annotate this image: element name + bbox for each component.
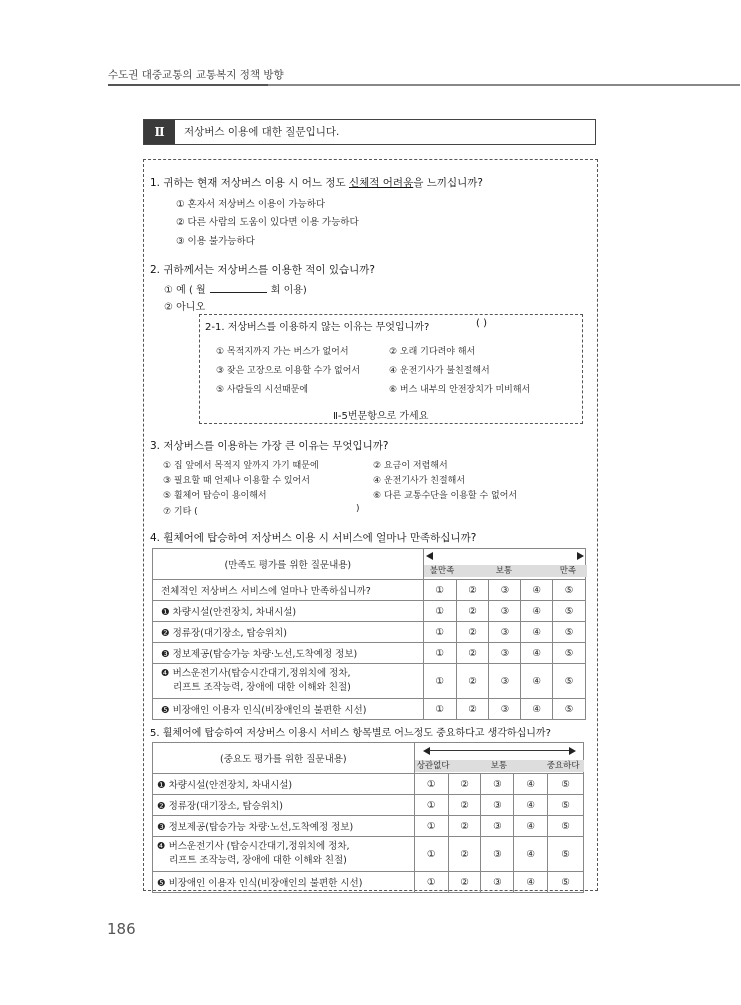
satisfaction-item xyxy=(153,601,424,622)
scale-label-high: 중요하다 xyxy=(546,761,580,771)
rating-option[interactable]: ④ xyxy=(521,664,553,699)
q2-1-option[interactable]: ⑥ 버스 내부의 안전장치가 미비해서 xyxy=(389,385,531,395)
scale-arrow-line xyxy=(429,750,569,751)
rating-option[interactable]: ④ xyxy=(521,643,553,664)
importance-item xyxy=(153,872,415,893)
satisfaction-item xyxy=(153,622,424,643)
scale-label-high: 만족 xyxy=(559,566,577,576)
satisfaction-item xyxy=(153,664,424,699)
importance-table xyxy=(152,742,584,893)
question-2-1-answer-blank[interactable]: ( ) xyxy=(476,318,487,329)
rating-option[interactable]: ② xyxy=(456,643,489,664)
scale-labels xyxy=(424,565,587,577)
rating-option[interactable]: ④ xyxy=(514,774,548,795)
rating-option[interactable]: ④ xyxy=(521,699,553,720)
rating-option[interactable]: ⑤ xyxy=(553,580,586,601)
rating-option[interactable]: ④ xyxy=(521,622,553,643)
item-label: 정류장(대기장소, 탑승위치) xyxy=(168,801,283,812)
section-title: 저상버스 이용에 대한 질문입니다. xyxy=(184,126,340,138)
item-label: 버스운전기사 (탑승시간대기,정위치에 정차, xyxy=(168,841,350,852)
q3-option[interactable]: ④ 운전기사가 친절해서 xyxy=(373,476,466,486)
skip-instruction: Ⅱ-5번문항으로 가세요 xyxy=(333,411,429,422)
q1-option[interactable]: ② 다른 사람의 도움이 있다면 이용 가능하다 xyxy=(176,217,359,228)
rating-option[interactable]: ① xyxy=(423,699,456,720)
satisfaction-table xyxy=(152,548,586,720)
rating-option[interactable]: ⑤ xyxy=(553,699,586,720)
rating-option[interactable]: ④ xyxy=(514,795,548,816)
rating-option[interactable]: ④ xyxy=(521,601,553,622)
rating-option[interactable]: ⑤ xyxy=(548,837,584,872)
rating-option[interactable]: ③ xyxy=(489,699,521,720)
item-label: 버스운전기사(탑승시간대기,정위치에 정차, xyxy=(172,668,351,679)
item-number: ❸ xyxy=(157,822,166,833)
q2-1-option[interactable]: ⑤ 사람들의 시선때문에 xyxy=(216,385,309,395)
rating-option[interactable]: ③ xyxy=(481,816,514,837)
satisfaction-header: (만족도 평가를 위한 질문내용) xyxy=(153,549,424,580)
rating-option[interactable]: ② xyxy=(456,580,489,601)
question-4: 4. 휠체어에 탑승하여 저상버스 이용 시 서비스에 얼마나 만족하십니까? xyxy=(150,532,477,544)
rating-option[interactable]: ① xyxy=(423,622,456,643)
question-1-prefix: 1. 귀하는 현재 저상버스 이용 시 어느 정도 xyxy=(150,177,350,189)
rating-option[interactable]: ⑤ xyxy=(553,622,586,643)
q2-option-no[interactable]: ② 아니오 xyxy=(164,302,206,313)
item-number: ❺ xyxy=(157,878,166,889)
importance-item xyxy=(153,795,415,816)
rating-option[interactable]: ④ xyxy=(521,580,553,601)
scale-label-low: 불만족 xyxy=(429,566,455,576)
scale-label-low: 상관없다 xyxy=(416,761,450,771)
question-1-emphasis: 신체적 어려움 xyxy=(349,177,414,189)
rating-option[interactable]: ① xyxy=(423,580,456,601)
rating-option[interactable]: ③ xyxy=(489,601,521,622)
q2-option-yes-suffix: 회 이용) xyxy=(270,285,307,296)
rating-option[interactable]: ② xyxy=(456,699,489,720)
rating-option[interactable]: ⑤ xyxy=(548,774,584,795)
rating-option[interactable]: ① xyxy=(423,664,456,699)
question-5: 5. 휠체어에 탑승하여 저상버스 이용시 서비스 항목별로 어느정도 중요하다고 생각하십니까? xyxy=(150,728,551,739)
q3-option[interactable]: ⑥ 다른 교통수단을 이용할 수 없어서 xyxy=(373,491,518,501)
importance-item xyxy=(153,774,415,795)
importance-scale xyxy=(414,743,583,774)
running-head: 수도권 대중교통의 교통복지 정책 방향 xyxy=(108,69,284,81)
section-badge: Ⅱ xyxy=(144,120,175,144)
section-header xyxy=(143,119,596,145)
item-number: ❷ xyxy=(161,628,170,639)
importance-item xyxy=(153,816,415,837)
item-label: 비장애인 이용자 인식(비장애인의 불편한 시선) xyxy=(168,878,363,889)
q3-option[interactable]: ① 집 앞에서 목적지 앞까지 가기 때문에 xyxy=(163,461,319,471)
rating-option[interactable]: ① xyxy=(414,795,448,816)
page-number: 186 xyxy=(107,920,136,938)
rating-option[interactable]: ③ xyxy=(489,664,521,699)
rating-option[interactable]: ③ xyxy=(481,872,514,893)
q1-option[interactable]: ③ 이용 불가능하다 xyxy=(176,236,255,247)
q2-1-option[interactable]: ② 오래 기다려야 해서 xyxy=(389,347,476,357)
monthly-count-field[interactable] xyxy=(210,282,267,293)
header-rule-accent xyxy=(108,84,268,86)
rating-option[interactable]: ③ xyxy=(481,837,514,872)
rating-option[interactable]: ② xyxy=(448,872,481,893)
rating-option[interactable]: ③ xyxy=(489,622,521,643)
item-number: ❹ xyxy=(157,841,166,852)
q3-option[interactable]: ② 요금이 저렴해서 xyxy=(373,461,448,471)
rating-option[interactable]: ① xyxy=(414,774,448,795)
q3-option-other-close: ) xyxy=(356,504,360,514)
rating-option[interactable]: ⑤ xyxy=(553,664,586,699)
q3-option[interactable]: ③ 필요할 때 언제나 이용할 수 있어서 xyxy=(163,476,310,486)
rating-option[interactable]: ④ xyxy=(514,816,548,837)
item-label: 차량시설(안전장치, 차내시설) xyxy=(168,780,293,791)
rating-option[interactable]: ⑤ xyxy=(553,601,586,622)
rating-option[interactable]: ③ xyxy=(489,580,521,601)
satisfaction-item xyxy=(153,643,424,664)
item-number: ❸ xyxy=(161,649,170,660)
rating-option[interactable]: ② xyxy=(448,837,481,872)
q2-1-option[interactable]: ① 목적지까지 가는 버스가 없어서 xyxy=(216,347,349,357)
q3-option[interactable]: ⑦ 기타 ( xyxy=(163,507,198,517)
item-label: 차량시설(안전장치, 차내시설) xyxy=(172,607,297,618)
satisfaction-scale xyxy=(423,549,585,580)
scale-label-mid: 보통 xyxy=(490,761,508,771)
item-label: 정보제공(탑승가능 차량·노선,도착예정 정보) xyxy=(168,822,354,833)
question-1 xyxy=(150,175,483,190)
rating-option[interactable]: ③ xyxy=(489,643,521,664)
q2-option-yes[interactable] xyxy=(164,281,307,296)
scale-right-arrow-icon xyxy=(569,747,576,755)
question-2: 2. 귀하께서는 저상버스를 이용한 적이 있습니까? xyxy=(150,264,375,276)
rating-option[interactable]: ⑤ xyxy=(548,795,584,816)
q2-option-yes-label: ① 예 ( 월 xyxy=(164,285,206,296)
rating-option[interactable]: ③ xyxy=(481,795,514,816)
item-label-line-2: 리프트 조작능력, 장애에 대한 이해와 친절) xyxy=(169,855,347,866)
rating-option[interactable]: ② xyxy=(456,664,489,699)
importance-header: (중요도 평가를 위한 질문내용) xyxy=(153,743,415,774)
item-label: 정보제공(탑승가능 차량·노선,도착예정 정보) xyxy=(172,649,358,660)
rating-option[interactable]: ③ xyxy=(481,774,514,795)
question-2-1: 2-1. 저상버스를 이용하지 않는 이유는 무엇입니까? xyxy=(205,322,430,333)
rating-option[interactable]: ⑤ xyxy=(548,872,584,893)
rating-option[interactable]: ① xyxy=(414,837,448,872)
rating-option[interactable]: ② xyxy=(456,601,489,622)
rating-option[interactable]: ② xyxy=(448,774,481,795)
q3-option[interactable]: ⑤ 휠체어 탑승이 용이해서 xyxy=(163,491,267,501)
item-number: ❺ xyxy=(161,705,170,716)
rating-option[interactable]: ② xyxy=(448,816,481,837)
rating-option[interactable]: ④ xyxy=(514,837,548,872)
scale-left-arrow-icon xyxy=(423,747,430,755)
q2-1-option[interactable]: ③ 잦은 고장으로 이용할 수가 없어서 xyxy=(216,366,361,376)
item-label-line-2: 리프트 조작능력, 장애에 대한 이해와 친절) xyxy=(173,682,351,693)
rating-option[interactable]: ① xyxy=(414,816,448,837)
rating-option[interactable]: ⑤ xyxy=(548,816,584,837)
rating-option[interactable]: ① xyxy=(423,643,456,664)
item-number: ❶ xyxy=(157,780,166,791)
rating-option[interactable]: ② xyxy=(456,622,489,643)
rating-option[interactable]: ① xyxy=(414,872,448,893)
scale-left-arrow-icon xyxy=(426,552,433,560)
rating-option[interactable]: ④ xyxy=(514,872,548,893)
importance-item xyxy=(153,837,415,872)
satisfaction-item xyxy=(153,699,424,720)
scale-labels xyxy=(415,760,584,772)
question-1-suffix: 을 느끼십니까? xyxy=(413,177,483,189)
scale-label-mid: 보통 xyxy=(495,566,513,576)
overall-satisfaction-label: 전체적인 저상버스 서비스에 얼마나 만족하십니까? xyxy=(153,580,424,601)
item-number: ❶ xyxy=(161,607,170,618)
item-number: ❹ xyxy=(161,668,170,679)
item-number: ❷ xyxy=(157,801,166,812)
scale-right-arrow-icon xyxy=(577,552,584,560)
item-label: 정류장(대기장소, 탑승위치) xyxy=(172,628,287,639)
rating-option[interactable]: ⑤ xyxy=(553,643,586,664)
rating-option[interactable]: ② xyxy=(448,795,481,816)
item-label: 비장애인 이용자 인식(비장애인의 불편한 시선) xyxy=(172,705,367,716)
rating-option[interactable]: ① xyxy=(423,601,456,622)
q2-1-option[interactable]: ④ 운전기사가 불친절해서 xyxy=(389,366,490,376)
question-3: 3. 저상버스를 이용하는 가장 큰 이유는 무엇입니까? xyxy=(150,440,389,452)
q1-option[interactable]: ① 혼자서 저상버스 이용이 가능하다 xyxy=(176,199,326,210)
